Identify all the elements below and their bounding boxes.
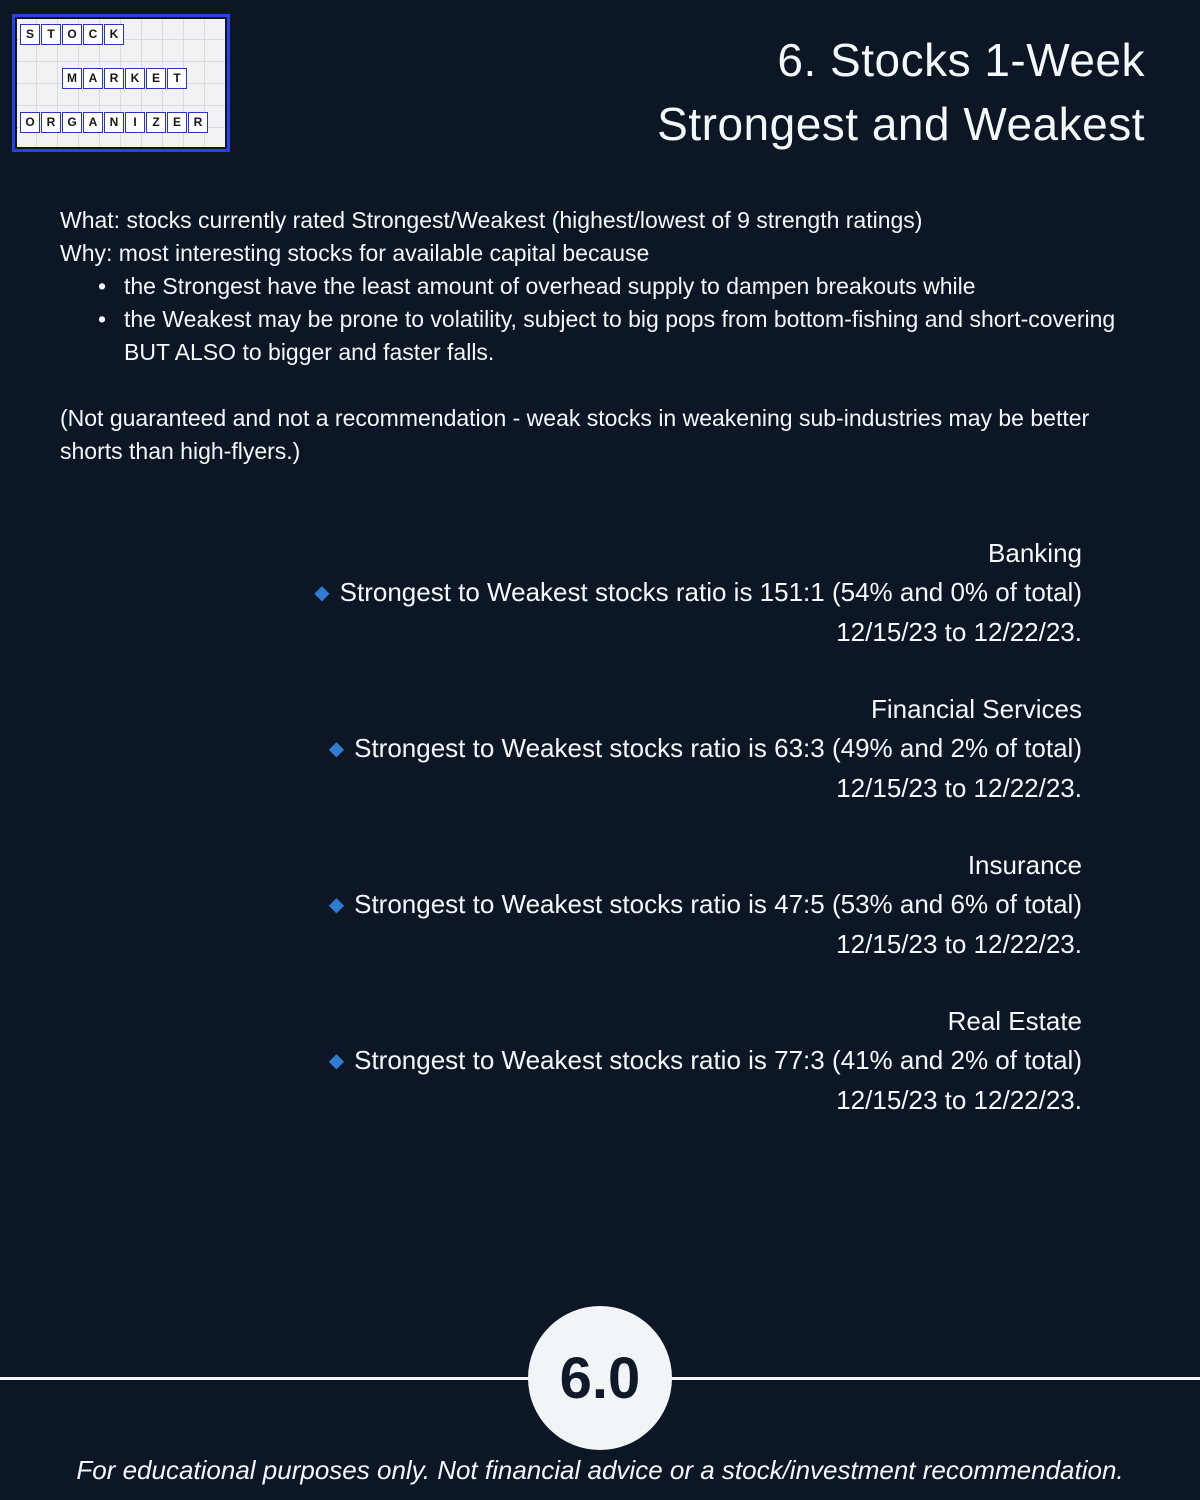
intro-note: (Not guaranteed and not a recommendation - weak stocks in weakening sub-industries may be better shorts than high-flyers.) xyxy=(60,405,1090,464)
score-badge xyxy=(528,1306,672,1450)
bullet-text: the Strongest have the least amount of overhead supply to dampen breakouts while xyxy=(124,273,976,299)
logo-word-market xyxy=(62,68,188,89)
logo-letter-cell: A xyxy=(83,68,103,89)
score-badge-label: 6.0 xyxy=(559,1345,641,1411)
section-date-line: 12/15/23 to 12/22/23. xyxy=(836,1085,1082,1115)
ratio-text: Strongest to Weakest stocks ratio is 47:5 (53% and 6% of total) xyxy=(354,889,1082,919)
section-ratio-line xyxy=(0,885,1082,925)
header xyxy=(0,0,1200,156)
section-title: Banking xyxy=(988,538,1082,568)
logo-letter-cell: I xyxy=(125,112,145,133)
section-date-line: 12/15/23 to 12/22/23. xyxy=(836,929,1082,959)
diamond-bullet-icon: ◆ xyxy=(328,738,345,760)
intro-why: Why: most interesting stocks for available capital because xyxy=(60,240,650,266)
section-banking xyxy=(0,534,1082,652)
sector-sections xyxy=(0,534,1200,1120)
section-real-estate xyxy=(0,1002,1082,1120)
intro-bullet-list xyxy=(98,270,1142,369)
logo-letter-cell: S xyxy=(20,24,40,45)
logo-letter-cell: K xyxy=(125,68,145,89)
page-title-line2: Strongest and Weakest xyxy=(657,98,1145,150)
bullet-text: the Weakest may be prone to volatility, subject to big pops from bottom-fishing and short-covering BUT ALSO to bigger and faster falls. xyxy=(124,306,1116,365)
logo-letter-cell: G xyxy=(62,112,82,133)
logo-letter-cell: R xyxy=(41,112,61,133)
logo-letter-cell: N xyxy=(104,112,124,133)
logo-letter-cell: C xyxy=(83,24,103,45)
section-ratio-line xyxy=(0,729,1082,769)
footer-disclaimer: For educational purposes only. Not financial advice or a stock/investment recommendation. xyxy=(76,1455,1124,1485)
section-ratio-line xyxy=(0,1041,1082,1081)
intro-what: What: stocks currently rated Strongest/Weakest (highest/lowest of 9 strength ratings) xyxy=(60,207,923,233)
logo-word-organizer xyxy=(20,112,209,133)
bullet-dot-icon: • xyxy=(98,306,107,332)
ratio-text: Strongest to Weakest stocks ratio is 77:3 (41% and 2% of total) xyxy=(354,1045,1082,1075)
logo-letter-cell: E xyxy=(146,68,166,89)
section-ratio-line xyxy=(0,573,1082,613)
bullet-item xyxy=(98,270,1142,303)
logo-letter-cell: T xyxy=(167,68,187,89)
logo-letter-cell: A xyxy=(83,112,103,133)
logo-letter-cell: O xyxy=(20,112,40,133)
section-title: Financial Services xyxy=(871,694,1082,724)
section-date-line: 12/15/23 to 12/22/23. xyxy=(836,773,1082,803)
logo-word-stock xyxy=(20,24,125,45)
page-title xyxy=(657,28,1145,156)
logo-letter-cell: K xyxy=(104,24,124,45)
diamond-bullet-icon: ◆ xyxy=(328,1050,345,1072)
ratio-text: Strongest to Weakest stocks ratio is 63:3 (49% and 2% of total) xyxy=(354,733,1082,763)
section-title: Real Estate xyxy=(947,1006,1082,1036)
diamond-bullet-icon: ◆ xyxy=(314,582,330,604)
section-financial-services xyxy=(0,690,1082,808)
logo-letter-cell: R xyxy=(104,68,124,89)
logo-letter-cell: O xyxy=(62,24,82,45)
page-title-line1: 6. Stocks 1-Week xyxy=(777,34,1145,86)
section-date-line: 12/15/23 to 12/22/23. xyxy=(836,617,1082,647)
section-insurance xyxy=(0,846,1082,964)
stock-market-organizer-logo xyxy=(12,14,230,152)
bullet-dot-icon: • xyxy=(98,273,107,299)
intro-block xyxy=(60,204,1142,468)
ratio-text: Strongest to Weakest stocks ratio is 151:1 (54% and 0% of total) xyxy=(339,577,1082,607)
logo-letter-cell: R xyxy=(188,112,208,133)
section-title: Insurance xyxy=(967,850,1082,880)
logo-letter-cell: Z xyxy=(146,112,166,133)
diamond-bullet-icon: ◆ xyxy=(328,894,345,916)
logo-letter-cell: M xyxy=(62,68,82,89)
bullet-item xyxy=(98,303,1142,369)
logo-letter-cell: E xyxy=(167,112,187,133)
logo-letter-cell: T xyxy=(41,24,61,45)
